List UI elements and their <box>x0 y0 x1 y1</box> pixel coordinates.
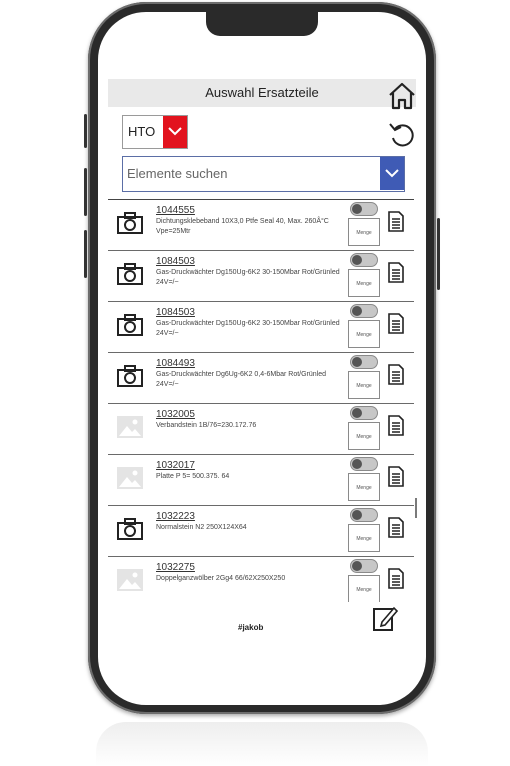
phone-notch <box>206 12 318 36</box>
article-number[interactable]: 1032223 <box>156 511 195 522</box>
list-item[interactable] <box>108 455 414 506</box>
quantity-field[interactable]: Menge <box>348 269 380 297</box>
search-input[interactable] <box>122 156 405 192</box>
article-number[interactable]: 1084503 <box>156 256 195 267</box>
article-number[interactable]: 1084503 <box>156 307 195 318</box>
document-icon[interactable] <box>388 211 404 232</box>
system-select-value: HTO <box>128 124 156 139</box>
app-screen <box>98 12 426 705</box>
camera-icon <box>117 518 143 540</box>
camera-icon <box>117 314 143 336</box>
camera-icon <box>117 212 143 234</box>
reset-icon[interactable] <box>387 120 417 150</box>
list-item[interactable] <box>108 251 414 302</box>
quantity-field[interactable]: Menge <box>348 524 380 552</box>
list-item[interactable] <box>108 353 414 404</box>
article-number[interactable]: 1044555 <box>156 205 195 216</box>
toggle-knob <box>352 510 362 520</box>
article-number[interactable]: 1032005 <box>156 409 195 420</box>
camera-icon <box>117 263 143 285</box>
document-icon[interactable] <box>388 568 404 589</box>
toggle-knob <box>352 561 362 571</box>
image-placeholder-icon <box>117 467 143 489</box>
image-placeholder-icon <box>117 416 143 438</box>
document-icon[interactable] <box>388 415 404 436</box>
document-icon[interactable] <box>388 364 404 385</box>
quantity-field[interactable]: Menge <box>348 371 380 399</box>
select-toggle[interactable] <box>350 355 378 369</box>
select-toggle[interactable] <box>350 202 378 216</box>
article-description: Normalstein N2 250X124X64 <box>156 524 247 531</box>
image-placeholder-icon <box>117 569 143 591</box>
select-toggle[interactable] <box>350 253 378 267</box>
list-scrollbar[interactable] <box>415 498 417 518</box>
article-description: Gas-Druckwächter Dg150Ug-6K2 30-150Mbar Rot/Grünled 24V=/~ <box>156 320 340 337</box>
chevron-down-icon <box>380 157 404 190</box>
document-icon[interactable] <box>388 313 404 334</box>
list-item[interactable] <box>108 557 414 602</box>
search-placeholder: Elemente suchen <box>127 166 228 181</box>
document-icon[interactable] <box>388 262 404 283</box>
list-item[interactable] <box>108 200 414 251</box>
footer-brand: #jakob <box>238 623 264 632</box>
phone-button <box>437 218 440 290</box>
article-number[interactable]: 1032017 <box>156 460 195 471</box>
search-dropdown-toggle[interactable] <box>380 157 404 190</box>
quantity-field[interactable]: Menge <box>348 218 380 246</box>
phone-reflection <box>96 722 428 766</box>
select-toggle[interactable] <box>350 508 378 522</box>
home-icon[interactable] <box>387 81 417 111</box>
toggle-knob <box>352 459 362 469</box>
toggle-knob <box>352 204 362 214</box>
list-item[interactable] <box>108 302 414 353</box>
page-title: Auswahl Ersatzteile <box>108 79 416 107</box>
article-description: Dichtungsklebeband 10X3,0 Ptfe Seal 40, Max. 260Â°C Vpe=25Mtr <box>156 218 329 235</box>
select-toggle[interactable] <box>350 457 378 471</box>
edit-note-icon[interactable] <box>372 604 398 632</box>
article-description: Gas-Druckwächter Dg150Ug-6K2 30-150Mbar Rot/Grünled 24V=/~ <box>156 269 340 286</box>
quantity-field[interactable]: Menge <box>348 473 380 501</box>
parts-list[interactable] <box>108 199 414 602</box>
select-toggle[interactable] <box>350 304 378 318</box>
select-toggle[interactable] <box>350 406 378 420</box>
phone-button <box>84 168 87 216</box>
list-item[interactable] <box>108 506 414 557</box>
article-description: Verbandstein 1B/76=230.172.76 <box>156 422 257 429</box>
article-description: Platte P 5= 500.375. 64 <box>156 473 230 480</box>
select-toggle[interactable] <box>350 559 378 573</box>
article-number[interactable]: 1032275 <box>156 562 195 573</box>
article-number[interactable]: 1084493 <box>156 358 195 369</box>
camera-icon <box>117 365 143 387</box>
system-select[interactable] <box>122 115 188 149</box>
chevron-down-icon <box>163 116 187 148</box>
document-icon[interactable] <box>388 466 404 487</box>
quantity-field[interactable]: Menge <box>348 422 380 450</box>
list-item[interactable] <box>108 404 414 455</box>
quantity-field[interactable]: Menge <box>348 575 380 602</box>
quantity-field[interactable]: Menge <box>348 320 380 348</box>
toggle-knob <box>352 255 362 265</box>
article-description: Doppelganzwölber 2Gg4 66/62X250X250 <box>156 575 286 582</box>
document-icon[interactable] <box>388 517 404 538</box>
article-description: Gas-Druckwächter Dg6Ug-6K2 0,4-6Mbar Rot/Grünled 24V=/~ <box>156 371 327 388</box>
toggle-knob <box>352 357 362 367</box>
toggle-knob <box>352 408 362 418</box>
phone-button <box>84 114 87 148</box>
phone-button <box>84 230 87 278</box>
toggle-knob <box>352 306 362 316</box>
system-select-toggle[interactable] <box>163 116 187 148</box>
